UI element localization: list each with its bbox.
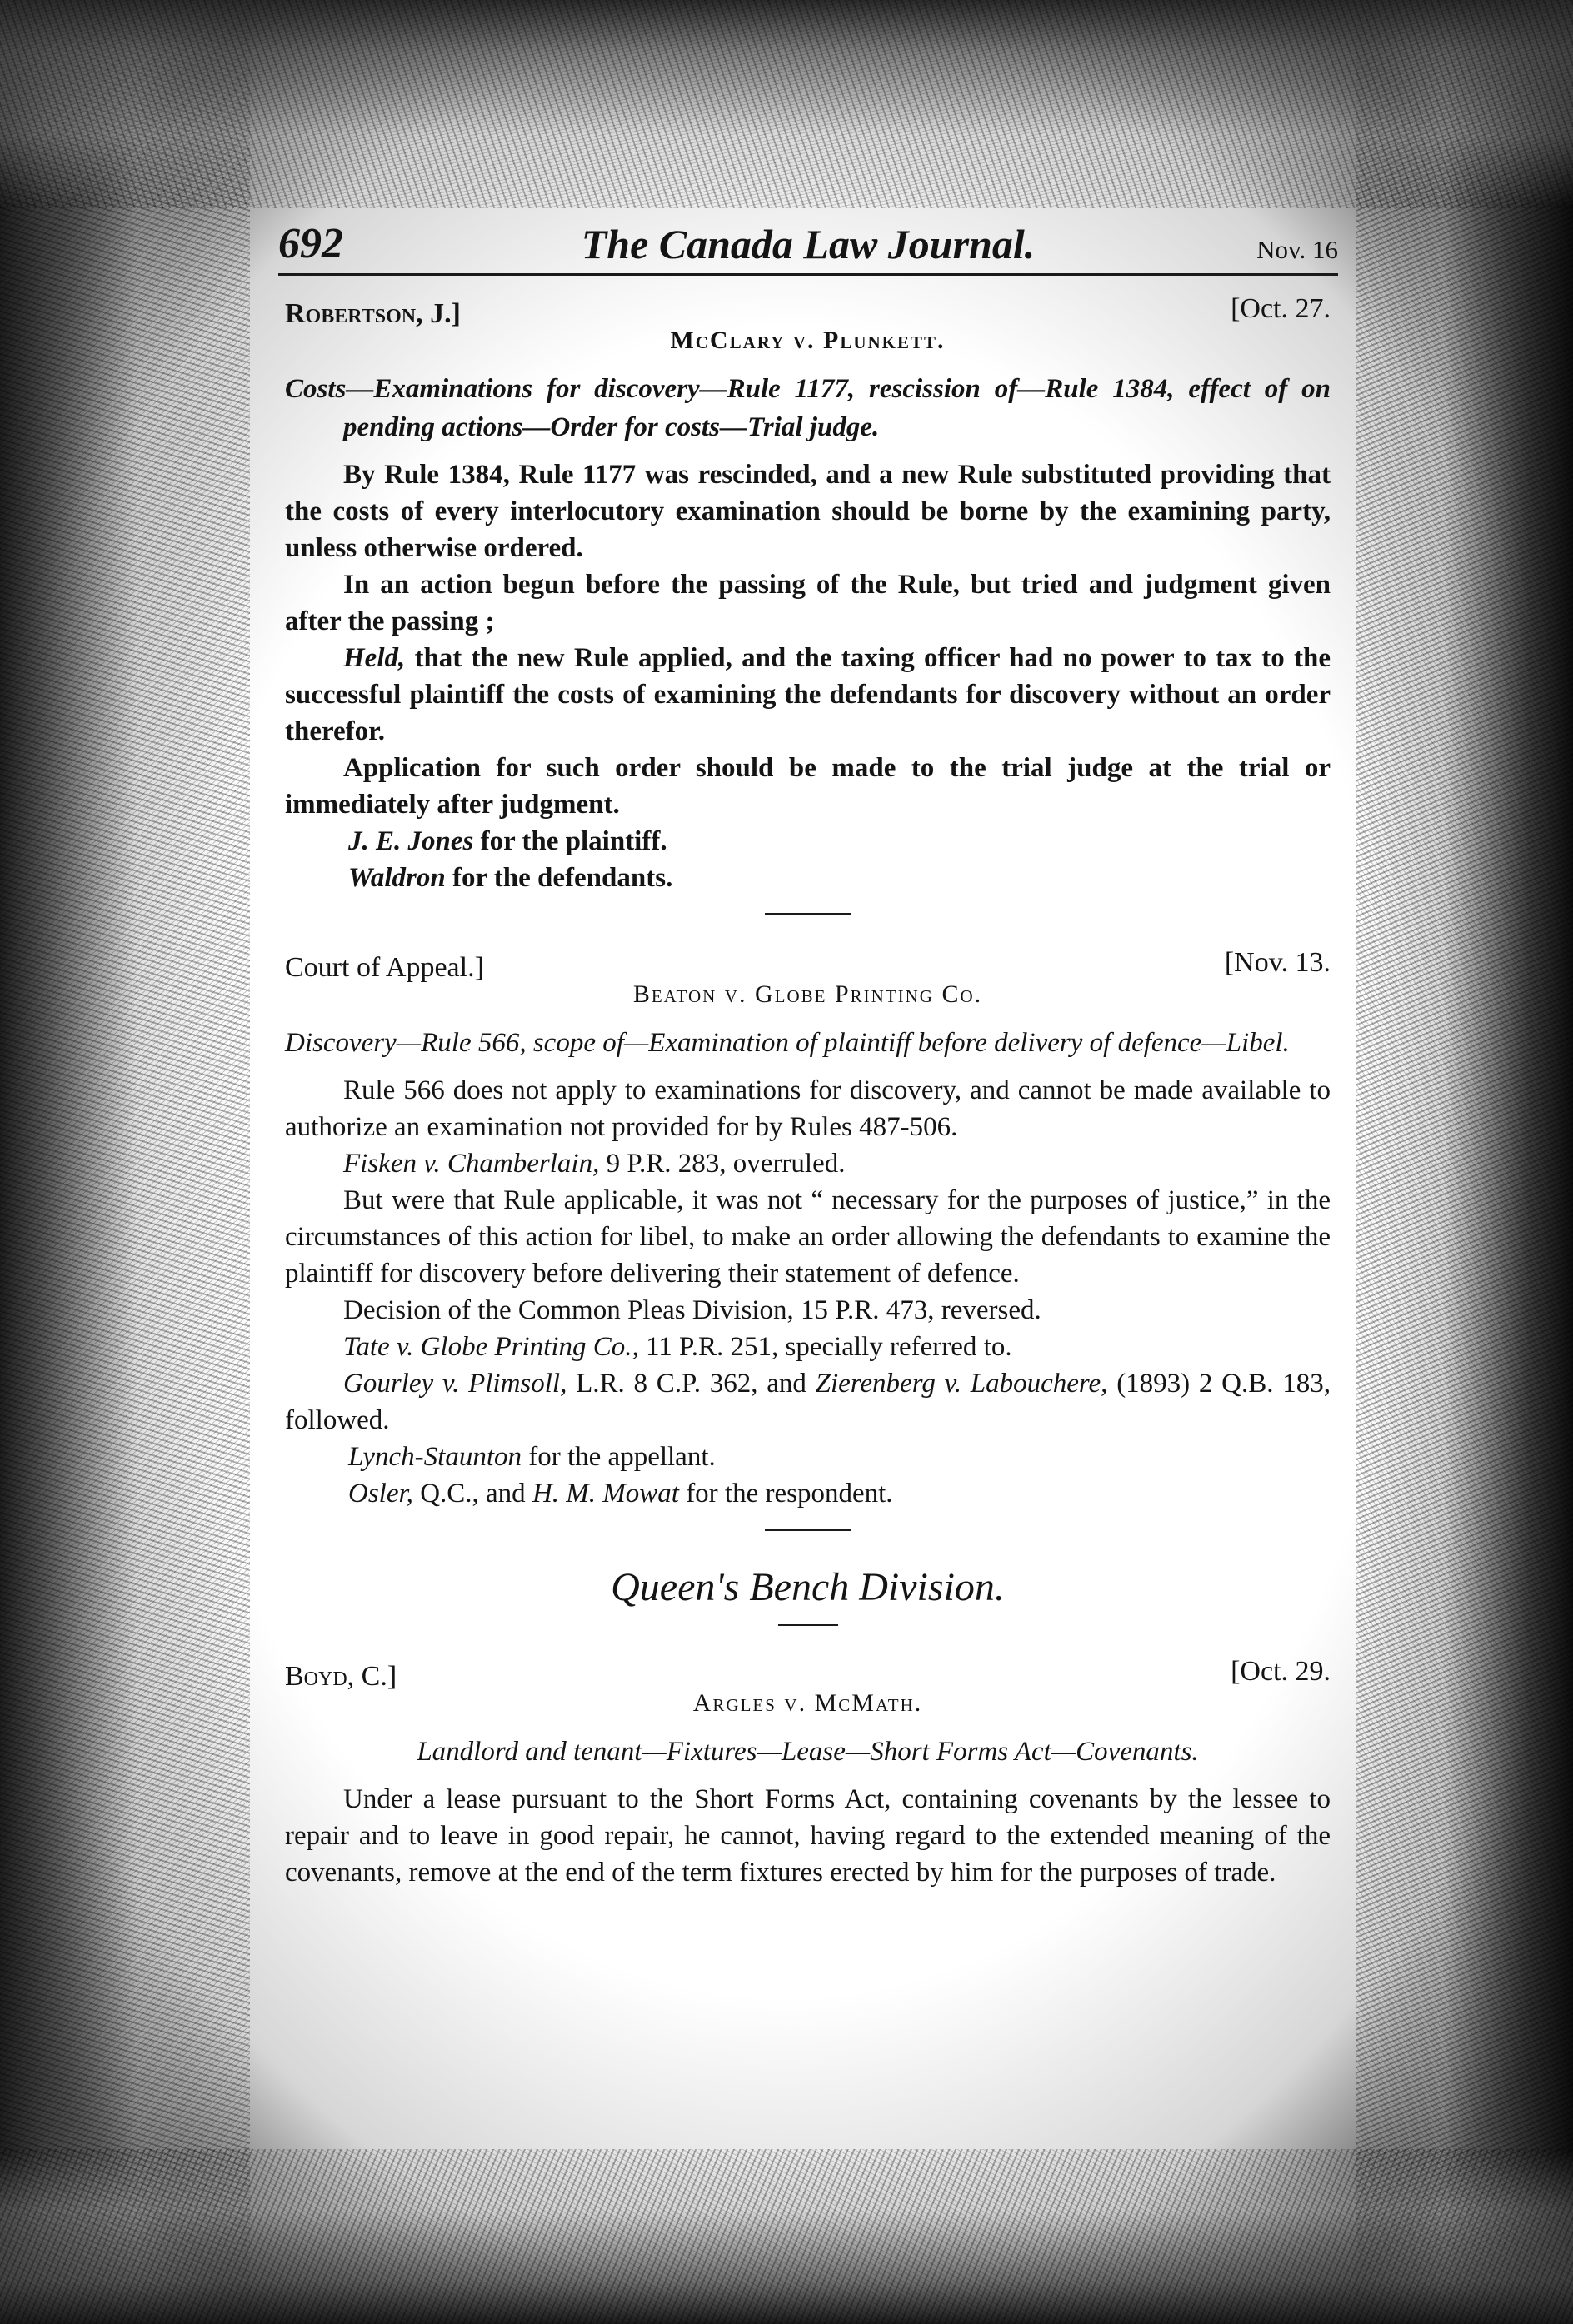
cited-case: Tate v. Globe Printing Co.,	[343, 1332, 639, 1362]
paragraph: Application for such order should be made to the trial judge at the trial or immediately after judgment.	[285, 753, 1331, 820]
case-headnote: Costs—Examinations for discovery—Rule 1177, rescission of—Rule 1384, effect of on pending actions—Order for costs—Trial judge.	[285, 374, 1331, 442]
section-divider	[778, 1624, 838, 1626]
scan-shadow-top	[0, 0, 1573, 208]
cited-case: Gourley v. Plimsoll,	[343, 1369, 567, 1399]
paragraph: In an action begun before the passing of the Rule, but tried and judgment given after the passing ;	[285, 570, 1331, 636]
case-name: Beaton v. Globe Printing Co.	[632, 980, 983, 1008]
division-title: Queen's Bench Division.	[611, 1565, 1005, 1609]
section-divider	[765, 1529, 851, 1531]
cited-case: Fisken v. Chamberlain,	[343, 1149, 600, 1179]
citation-line	[285, 1329, 1331, 1365]
counsel-role: for the plaintiff.	[480, 826, 667, 856]
case-name: Argles v. McMath.	[692, 1689, 923, 1717]
citation-text: (1893) 2 Q.B. 183, followed.	[285, 1369, 1331, 1435]
citation-text: 9 P.R. 283, overruled.	[606, 1149, 846, 1179]
issue-date: Nov. 16	[1256, 235, 1338, 264]
counsel-role: for the appellant.	[528, 1442, 716, 1472]
page-number: 692	[278, 220, 343, 267]
case-heading	[285, 947, 1331, 1024]
case-judge: Robertson, J.]	[285, 298, 461, 329]
paragraph: Rule 566 does not apply to examinations for discovery, and cannot be made available to authorize an examination not provided for by Rules 487-506.	[285, 1075, 1331, 1142]
counsel-name: H. M. Mowat	[532, 1479, 679, 1509]
case-date: [Oct. 29.	[1231, 1656, 1331, 1687]
citation-paragraph	[285, 1365, 1331, 1439]
counsel-line	[285, 860, 1331, 896]
citation-text: 11 P.R. 251, specially referred to.	[646, 1332, 1012, 1362]
cited-case: Zierenberg v. Labouchere,	[815, 1369, 1108, 1399]
paragraph: By Rule 1384, Rule 1177 was rescinded, and a new Rule substituted providing that the costs of every interlocutory examination should be borne by the examining party, unless otherwise ordered.	[285, 460, 1331, 563]
counsel-line	[285, 1475, 1331, 1512]
case-date: [Oct. 27.	[1231, 293, 1331, 324]
paragraph: But were that Rule applicable, it was not “ necessary for the purposes of justice,” in the circumstances of this action for libel, to make an order allowing the defendants to examine the plaintiff for discovery before delivering their statement of defence.	[285, 1185, 1331, 1289]
counsel-name: Lynch-Staunton	[348, 1442, 522, 1472]
case-date: [Nov. 13.	[1224, 947, 1331, 978]
scan-shadow-left	[0, 0, 250, 2324]
paragraph: Under a lease pursuant to the Short Forms Act, containing covenants by the lessee to repair and to leave in good repair, he cannot, having regard to the extended meaning of the covenants, remove at the end of the term fixtures erected by him for the purposes of trade.	[285, 1784, 1331, 1888]
counsel-name: Osler,	[348, 1479, 413, 1509]
journal-title: The Canada Law Journal.	[581, 221, 1036, 267]
citation-text: L.R. 8 C.P. 362, and	[576, 1369, 806, 1399]
held-word: Held,	[343, 643, 406, 673]
page-body	[285, 293, 1331, 1891]
scan-shadow-bottom	[0, 2149, 1573, 2324]
case-heading	[285, 1656, 1331, 1733]
counsel-name: J. E. Jones	[348, 826, 474, 856]
case-judge: Boyd, C.]	[285, 1661, 397, 1692]
counsel-role: Q.C., and	[420, 1479, 526, 1509]
counsel-role: for the respondent.	[686, 1479, 893, 1509]
counsel-role: for the defendants.	[452, 863, 673, 893]
paragraph: Decision of the Common Pleas Division, 15 P.R. 473, reversed.	[343, 1295, 1041, 1325]
case-headnote: Discovery—Rule 566, scope of—Examination of plaintiff before delivery of defence—Libel.	[285, 1028, 1290, 1058]
counsel-line	[285, 823, 1331, 860]
section-divider	[765, 913, 851, 915]
case-court: Court of Appeal.]	[285, 952, 484, 983]
case-heading	[285, 293, 1331, 370]
counsel-name: Waldron	[348, 863, 446, 893]
counsel-line	[285, 1439, 1331, 1475]
scan-shadow-right	[1356, 0, 1573, 2324]
running-head	[278, 218, 1338, 276]
case-headnote: Landlord and tenant—Fixtures—Lease—Short Forms Act—Covenants.	[417, 1737, 1199, 1767]
case-name: McClary v. Plunkett.	[670, 327, 946, 354]
paragraph	[285, 640, 1331, 750]
citation-line	[285, 1145, 1331, 1182]
paragraph-text: that the new Rule applied, and the taxing officer had no power to tax to the successful plaintiff the costs of examining the defendants for discovery without an order therefor.	[285, 643, 1331, 746]
